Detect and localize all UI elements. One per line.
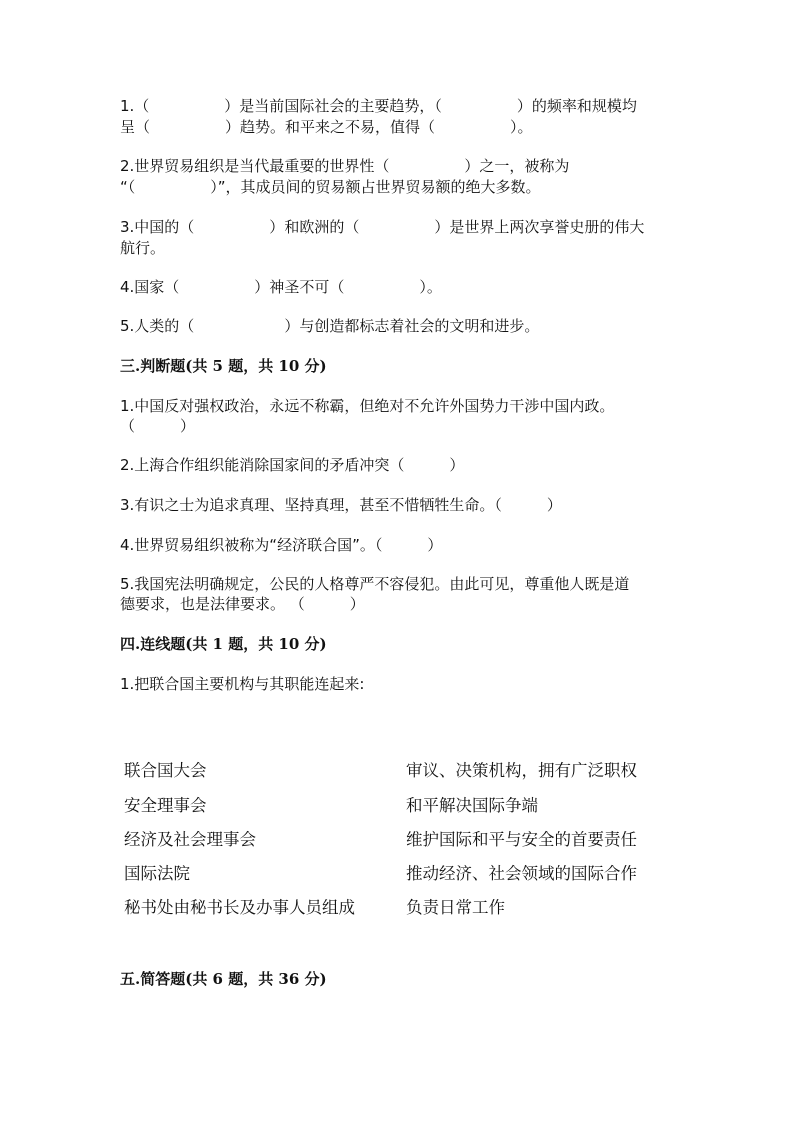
judge-q5-line2: 德要求，也是法律要求。 （ ） bbox=[120, 595, 365, 613]
judge-q5-line1: 5.我国宪法明确规定，公民的人格尊严不容侵犯。由此可见，尊重他人既是道 bbox=[120, 575, 630, 593]
match-right-item: 维护国际和平与安全的首要责任 bbox=[406, 830, 637, 849]
judge-q2: 2.上海合作组织能消除国家间的矛盾冲突（ ） bbox=[120, 456, 465, 474]
match-left-item: 联合国大会 bbox=[124, 761, 207, 780]
fill-q5: 5.人类的（ ）与创造都标志着社会的文明和进步。 bbox=[120, 317, 540, 335]
match-left-item: 秘书处由秘书长及办事人员组成 bbox=[124, 898, 355, 917]
fill-q2-line1: 2.世界贸易组织是当代最重要的世界性（ ）之一，被称为 bbox=[120, 157, 570, 175]
match-q1: 1.把联合国主要机构与其职能连起来: bbox=[120, 675, 365, 693]
match-left-item: 国际法院 bbox=[124, 864, 190, 883]
fill-q1-line2: 呈（ ）趋势。和平来之不易，值得（ ）。 bbox=[120, 118, 533, 136]
fill-q4: 4.国家（ ）神圣不可（ ）。 bbox=[120, 278, 442, 296]
fill-q3-line1: 3.中国的（ ）和欧洲的（ ）是世界上两次享誉史册的伟大 bbox=[120, 218, 645, 236]
judge-q4: 4.世界贸易组织被称为“经济联合国”。（ ） bbox=[120, 536, 443, 554]
section3-heading: 三.判断题(共 5 题，共 10 分) bbox=[120, 357, 327, 375]
match-right-item: 审议、决策机构，拥有广泛职权 bbox=[406, 761, 637, 780]
section4-heading: 四.连线题(共 1 题，共 10 分) bbox=[120, 635, 327, 653]
judge-q3: 3.有识之士为追求真理、坚持真理，甚至不惜牺牲生命。（ ） bbox=[120, 496, 562, 514]
match-right-item: 推动经济、社会领域的国际合作 bbox=[406, 864, 637, 883]
match-right-item: 和平解决国际争端 bbox=[406, 796, 538, 815]
fill-q3-line2: 航行。 bbox=[120, 239, 166, 257]
match-left-item: 安全理事会 bbox=[124, 796, 207, 815]
section5-heading: 五.简答题(共 6 题，共 36 分) bbox=[120, 970, 327, 988]
fill-q1-line1: 1.（ ）是当前国际社会的主要趋势，（ ）的频率和规模均 bbox=[120, 97, 637, 115]
match-right-item: 负责日常工作 bbox=[406, 898, 505, 917]
judge-q1-line2: （ ） bbox=[120, 417, 196, 435]
match-left-item: 经济及社会理事会 bbox=[124, 830, 256, 849]
fill-q2-line2: “（ ）”，其成员间的贸易额占世界贸易额的绝大多数。 bbox=[120, 178, 541, 196]
judge-q1-line1: 1.中国反对强权政治，永远不称霸，但绝对不允许外国势力干涉中国内政。 bbox=[120, 397, 615, 415]
